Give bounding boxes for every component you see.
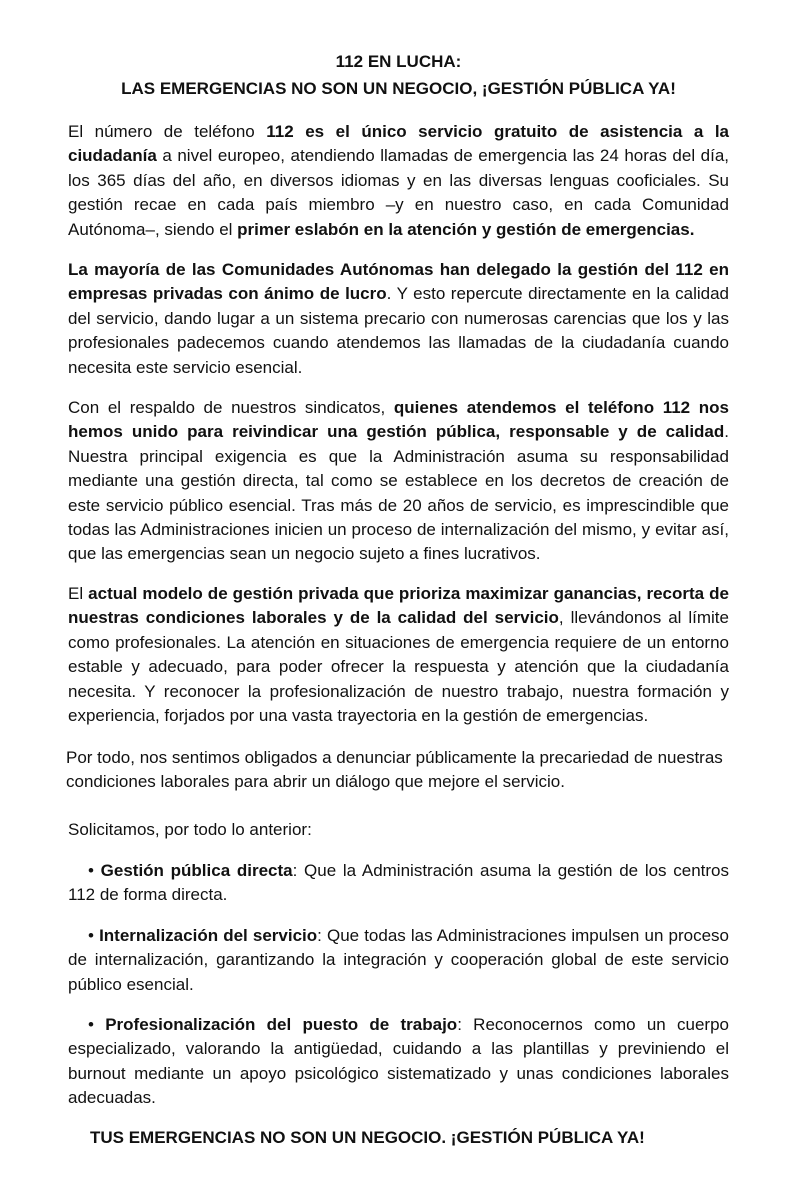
paragraph-intro — [68, 120, 729, 242]
demand-text: : Que todas las Administraciones impulsen un proceso de internalización, garantizando la integración y cooperación global de este servicio público esencial. — [68, 926, 729, 994]
paragraph-text: a nivel europeo, atendiendo llamadas de emergencia las 24 horas del día, los 365 días del año, en diversos idiomas y en las diversas lenguas cooficiales. Su gestión recae en cada país miembro –y en nuestro caso, en cada Comunidad Autónoma–, siendo el — [68, 146, 729, 239]
demand-title: Internalización del servicio — [99, 926, 318, 945]
bold-text: 112 es el único servicio gratuito de asistencia a la ciudadanía — [68, 122, 729, 166]
paragraph-text: . Nuestra principal exigencia es que la Administración asuma su responsabilidad mediante una gestión directa, tal como se establece en los decretos de creación de este servicio público esencial. Tras más de 20 años de servicio, es imprescindible que todas las Administraciones inicien un proceso de internalización del mismo, y evitar así, que las emergencias sean un negocio sujeto a fines lucrativos. — [68, 422, 729, 564]
demand-item — [68, 859, 729, 908]
paragraph-text: El número de teléfono — [68, 122, 267, 141]
paragraph-text: El — [68, 584, 89, 603]
paragraph-denounce — [66, 746, 746, 795]
paragraph-text: , llevándonos al límite como profesionales. La atención en situaciones de emergencia requiere de un entorno estable y adecuado, para poder ofrecer la respuesta y atención que la ciudadanía necesita. Y reconocer la profesionalización de nuestro trabajo, nuestra formación y experiencia, forjados por una vasta trayectoria en la gestión de emergencias. — [68, 608, 729, 726]
paragraph-private-model — [68, 582, 729, 728]
closing-slogan: TUS EMERGENCIAS NO SON UN NEGOCIO. ¡GESTIÓN PÚBLICA YA! — [90, 1128, 645, 1147]
paragraph-line: Por todo, nos sentimos obligados a denunciar públicamente la precariedad de nuestras — [66, 748, 723, 767]
demand-text: : Reconocernos como un cuerpo especializado, valorando la antigüedad, cuidando a las plantillas y previniendo el burnout mediante un apoyo psicológico sistematizado y unas condiciones laborales adecuadas. — [68, 1015, 729, 1108]
demand-title: Profesionalización del puesto de trabajo — [105, 1015, 458, 1034]
bold-text: primer eslabón en la atención y gestión de emergencias. — [237, 219, 695, 239]
document-title-line-1: 112 EN LUCHA: — [335, 52, 462, 71]
bullet-mark: • — [88, 926, 100, 945]
bold-text: actual modelo de gestión privada que prioriza maximizar ganancias, recorta de nuestras condiciones laborales y de la calidad del servicio — [68, 584, 729, 628]
paragraph-text: . Y esto repercute directamente en la calidad del servicio, dando lugar a un sistema precario con numerosas carencias que los y las profesionales padecemos cuando atendemos las llamadas de la ciudadanía cuando necesita este servicio esencial. — [68, 284, 730, 377]
paragraph-privatization — [68, 258, 729, 380]
bold-text: quienes atendemos el teléfono 112 nos hemos unido para reivindicar una gestión pública, responsable y de calidad — [68, 398, 729, 442]
paragraph-request-intro: Solicitamos, por todo lo anterior: — [68, 820, 312, 839]
bullet-mark: • — [88, 861, 101, 880]
demand-text: : Que la Administración asuma la gestión de los centros 112 de forma directa. — [68, 861, 729, 905]
bullet-mark: • — [88, 1015, 106, 1034]
bold-text: La mayoría de las Comunidades Autónomas han delegado la gestión del 112 en empresas privadas con ánimo de lucro — [68, 260, 729, 304]
demand-item — [68, 924, 729, 997]
paragraph-unions — [68, 396, 729, 567]
demand-item — [68, 1013, 729, 1111]
demand-title: Gestión pública directa — [100, 861, 293, 880]
paragraph-line: condiciones laborales para abrir un diálogo que mejore el servicio. — [66, 772, 565, 792]
document-title-line-2: LAS EMERGENCIAS NO SON UN NEGOCIO, ¡GESTIÓN PÚBLICA YA! — [121, 79, 676, 98]
paragraph-text: Con el respaldo de nuestros sindicatos, — [68, 398, 394, 417]
